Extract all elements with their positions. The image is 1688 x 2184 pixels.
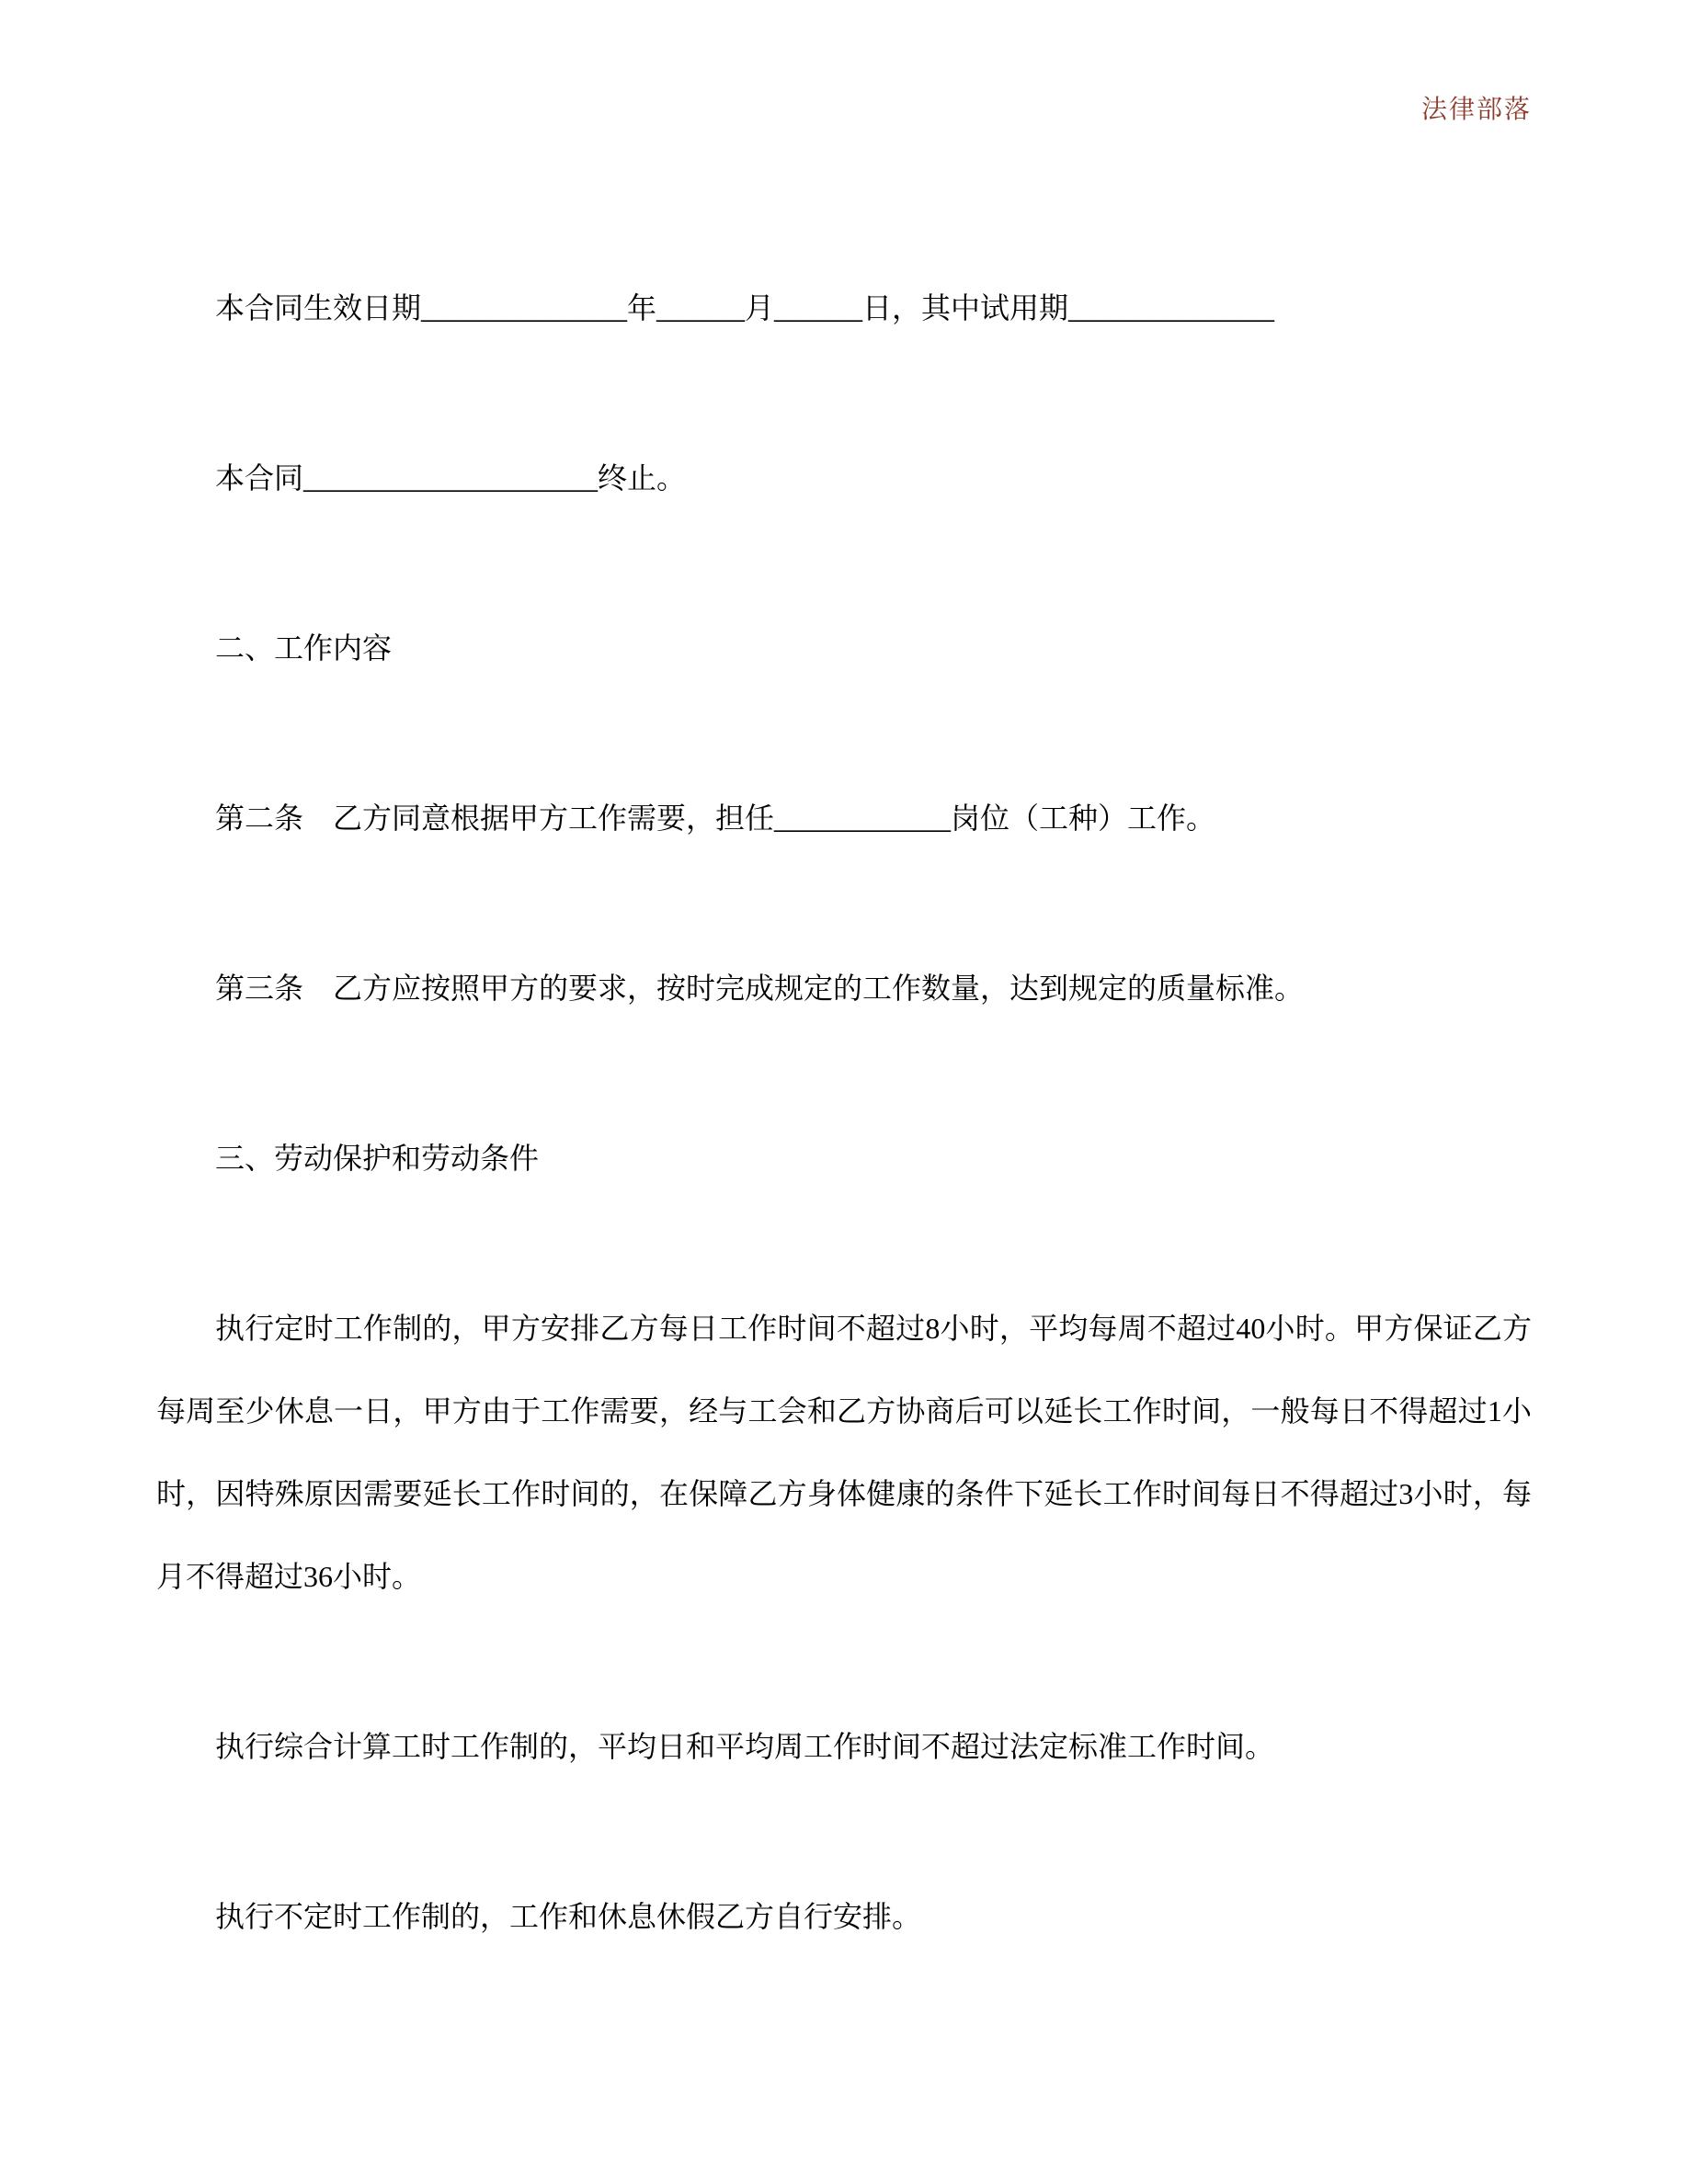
heading-section-labor-protection: 三、劳动保护和劳动条件: [215, 1142, 540, 1175]
para-fixed-working-hours: 执行定时工作制的，甲方安排乙方每日工作时间不超过8小时，平均每周不超过40小时。甲方保证乙方每周至少休息一日，甲方由于工作需要，经与工会和乙方协商后可以延长工作时间，一般每日不得超过1小时，因特殊原因需要延长工作时间的，在保障乙方身体健康的条件下延长工作时间每日不得超过3小时，每月不得超过36小时。: [156, 1312, 1532, 1593]
para-termination: 本合同____________________终止。: [215, 461, 687, 495]
site-watermark: 法律部落: [1420, 96, 1532, 124]
para-flexible-working-hours: 执行不定时工作制的，工作和休息休假乙方自行安排。: [215, 1900, 922, 1933]
para-comprehensive-working-hours: 执行综合计算工时工作制的，平均日和平均周工作时间不超过法定标准工作时间。: [215, 1730, 1275, 1763]
para-article-3: 第三条 乙方应按照甲方的要求，按时完成规定的工作数量，达到规定的质量标准。: [215, 972, 1305, 1005]
heading-section-work-content: 二、工作内容: [215, 631, 393, 665]
para-article-2: 第二条 乙方同意根据甲方工作需要，担任____________岗位（工种）工作。: [215, 802, 1216, 835]
contract-body: [156, 267, 1532, 1958]
para-effective-date: 本合同生效日期______________年______月______日，其中试用期______________: [215, 291, 1275, 324]
